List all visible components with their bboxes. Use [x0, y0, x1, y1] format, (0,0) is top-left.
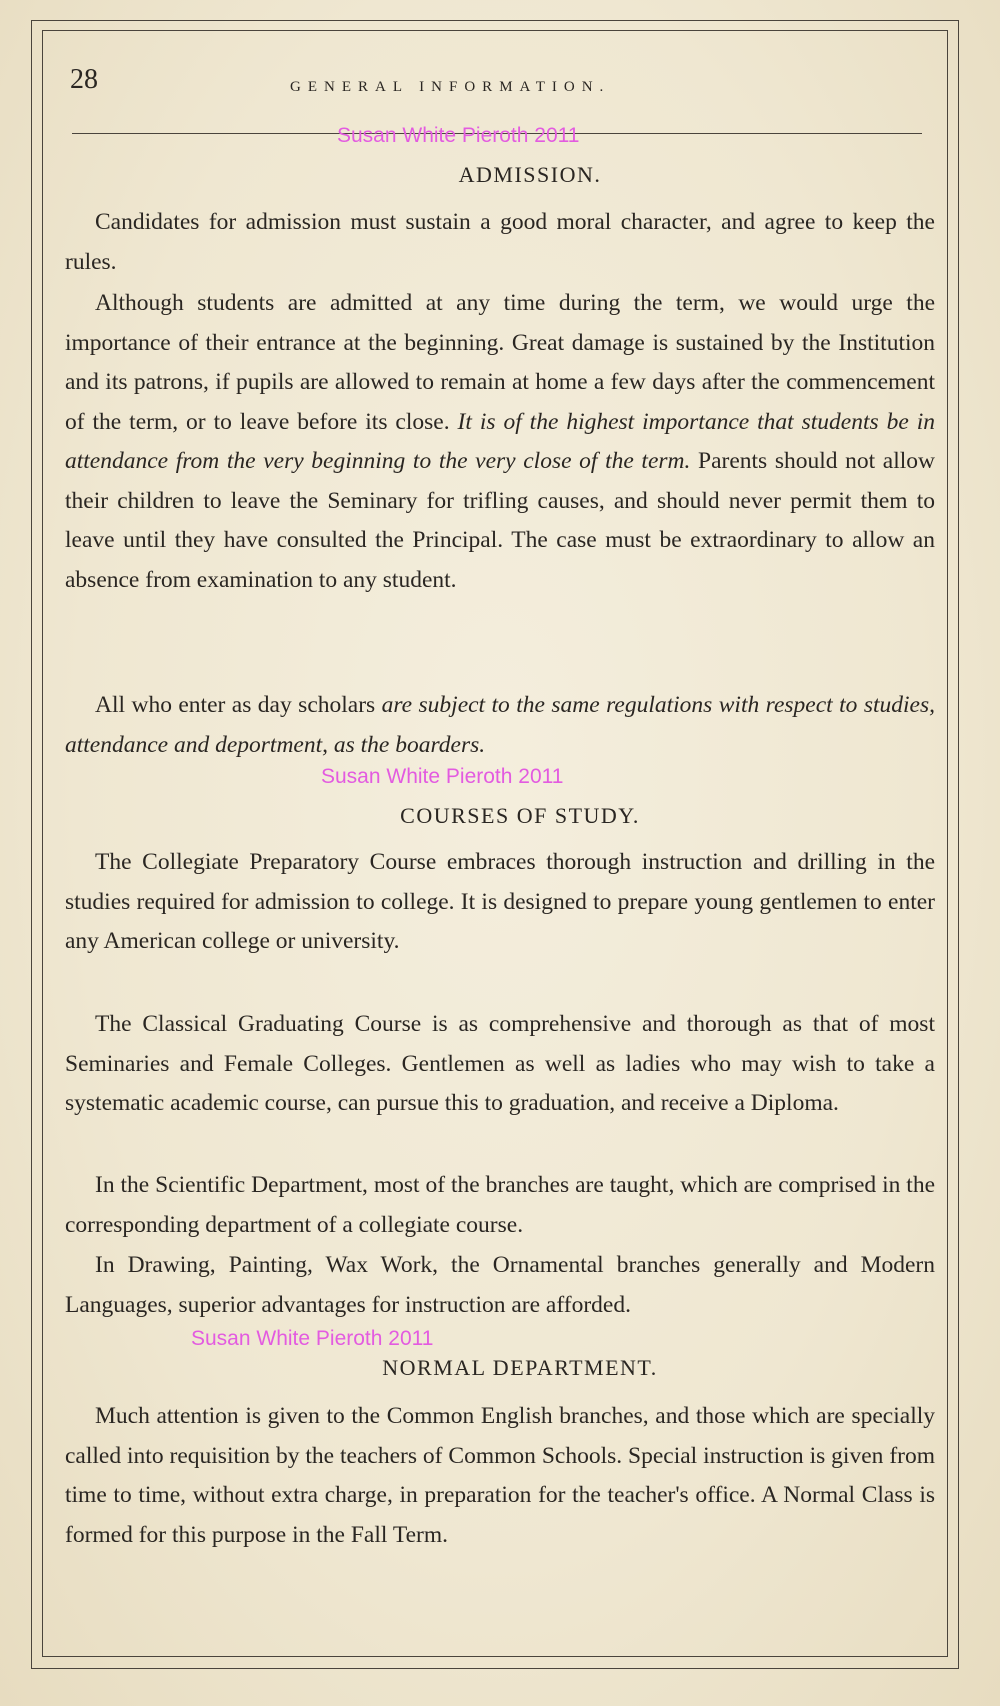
- paragraph: [65, 686, 935, 765]
- paragraph-text: Although students are admitted at any time during the term, we would urge the importance of their entrance at the beginning. Great damage is sustained by the Institution and its patrons, if pupils are allowed to remain at home a few days after the commencement of the term, or to leave before its close.: [65, 290, 935, 435]
- paragraph: Candidates for admission must sustain a good moral character, and agree to keep the rules.: [65, 209, 935, 275]
- watermark: Susan White Pieroth 2011: [191, 1327, 434, 1350]
- watermark: Susan White Pieroth 2011: [321, 765, 564, 788]
- section-heading-normal: NORMAL DEPARTMENT.: [382, 1355, 658, 1380]
- section-heading-admission: ADMISSION.: [458, 162, 602, 187]
- paragraph: [65, 284, 935, 600]
- paragraph-text: All who enter as day scholars: [95, 692, 382, 718]
- italic-text: are subject to the same regulations with respect to studies, attendance and deportment, as the boarders.: [65, 692, 935, 758]
- section-heading-courses: COURSES OF STUDY.: [400, 803, 640, 828]
- paragraph: In Drawing, Painting, Wax Work, the Ornamental branches generally and Modern Languages, superior advantages for instruction are afforded.: [65, 1252, 935, 1318]
- italic-text: It is of the highest importance that students be in attendance from the very beginning to the very close of the term.: [65, 408, 936, 474]
- paragraph-text: Parents should not allow their children to leave the Seminary for trifling causes, and should never permit them to leave until they have consulted the Principal. The case must be extraordinary to allow an absence from examination to any student.: [65, 448, 935, 593]
- paragraph: Much attention is given to the Common English branches, and those which are specially called into requisition by the teachers of Common Schools. Special instruction is given from time to time, without extra charge, in preparation for the teacher's office. A Normal Class is formed for this purpose in the Fall Term.: [65, 1403, 935, 1548]
- running-head: GENERAL INFORMATION.: [290, 79, 611, 95]
- paragraph: The Classical Graduating Course is as comprehensive and thorough as that of most Seminaries and Female Colleges. Gentlemen as well as ladies who may wish to take a systematic academic course, can pursue this to graduation, and receive a Diploma.: [65, 1011, 935, 1116]
- page-number: 28: [70, 64, 98, 95]
- watermark: Susan White Pieroth 2011: [337, 124, 580, 147]
- paragraph: The Collegiate Preparatory Course embraces thorough instruction and drilling in the studies required for admission to college. It is designed to prepare young gentlemen to enter any American college or university.: [65, 849, 935, 954]
- paragraph: In the Scientific Department, most of the branches are taught, which are comprised in the corresponding department of a collegiate course.: [65, 1172, 935, 1238]
